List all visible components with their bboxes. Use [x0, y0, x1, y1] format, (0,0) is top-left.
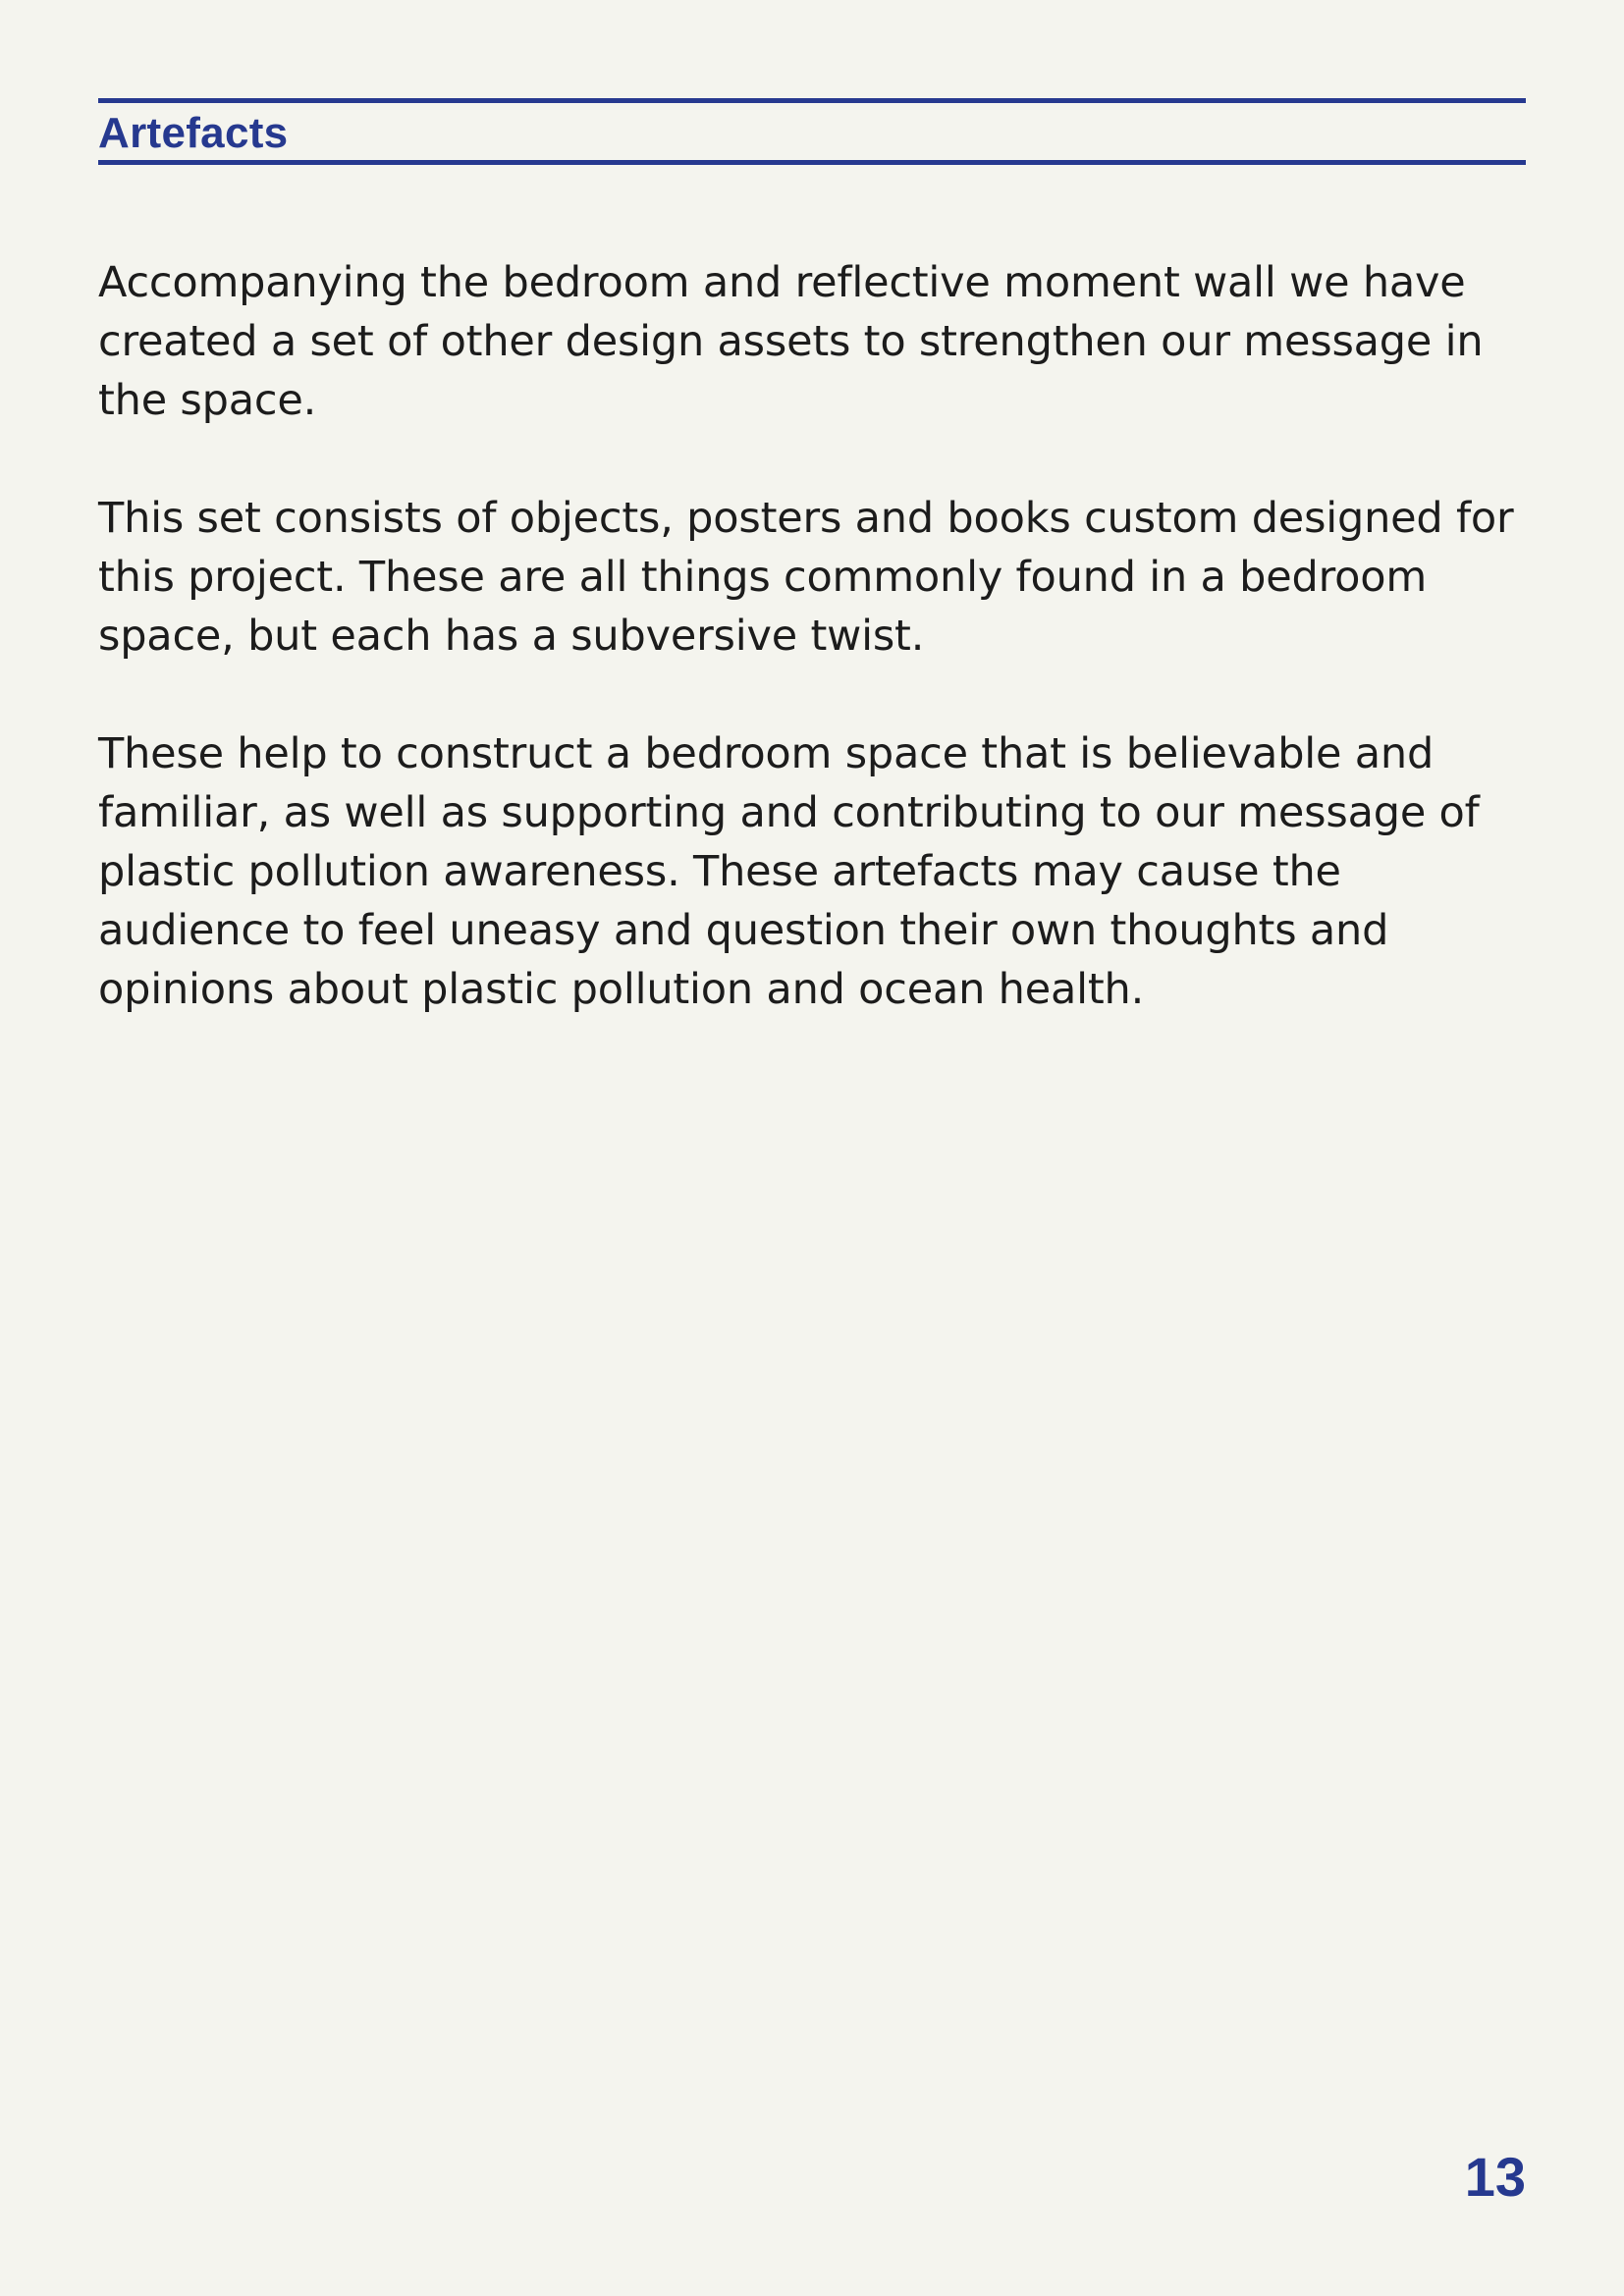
- section-title: Artefacts: [98, 109, 289, 157]
- paragraph-1: Accompanying the bedroom and reflective moment wall we have created a set of other design assets to strengthen our message in the space.: [98, 258, 1484, 425]
- section-header: [98, 98, 1526, 165]
- paragraph-2: This set consists of objects, posters and books custom designed for this project. These are all things commonly found in a bedroom space, but each has a subversive twist.: [98, 494, 1514, 661]
- page-number: 13: [1464, 2146, 1526, 2208]
- paragraph-3: These help to construct a bedroom space that is believable and familiar, as well as supporting and contributing to our message of plastic pollution awareness. These artefacts may cause the audience to feel uneasy and question their own thoughts and opinions about plastic pollution and ocean health.: [98, 729, 1480, 1014]
- body-text: [98, 253, 1542, 1078]
